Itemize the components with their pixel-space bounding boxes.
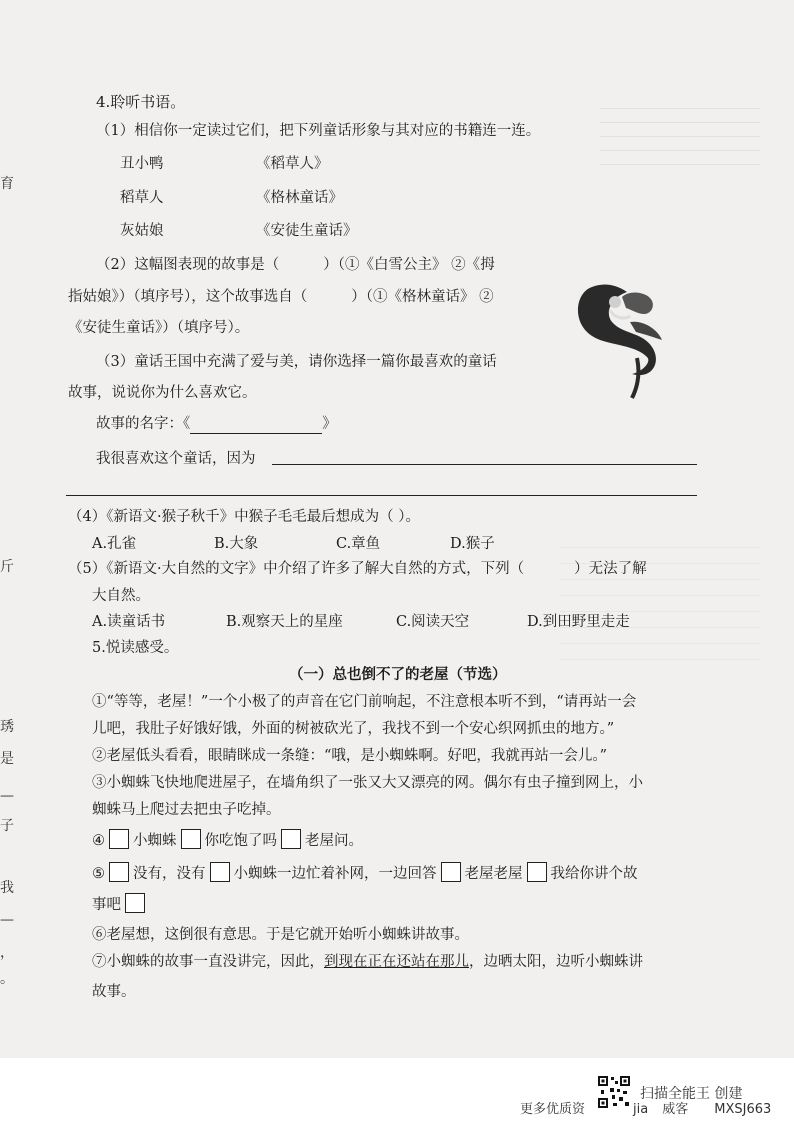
character-item[interactable]: 灰姑娘 [120, 223, 164, 239]
story-name-close: 》 [322, 416, 337, 432]
footer-fragment: 威客 [662, 1102, 689, 1117]
edge-char: 琇 [0, 719, 14, 735]
story-name-row [96, 414, 337, 434]
option-a[interactable]: A.读童话书 [92, 614, 166, 630]
paragraph-number: ④ [92, 833, 105, 849]
text-fragment: （5）《新语文·大自然的文字》中介绍了许多了解大自然的方式，下列（ [68, 561, 525, 577]
punctuation-box[interactable] [527, 862, 547, 882]
question-5-title: 5.悦读感受。 [92, 640, 179, 656]
scanner-brand: 扫描全能王 创建 [640, 1086, 743, 1102]
passage-title: （一）总也倒不了的老屋（节选） [289, 666, 507, 683]
reason-row [96, 449, 256, 469]
edge-char: 育 [0, 176, 14, 192]
edge-char: — [0, 912, 14, 928]
footer-fragment: jia [633, 1102, 649, 1117]
reason-label: 我很喜欢这个童话，因为 [96, 451, 256, 467]
option-b[interactable]: B.观察天上的星座 [226, 614, 343, 630]
book-item[interactable]: 《安徒生童话》 [256, 223, 358, 239]
q4-part2-line3: 《安徒生童话》）（填序号）。 [68, 320, 250, 336]
q4-part2-line1 [96, 255, 495, 275]
text-fragment: ）（①《格林童话》 ② [351, 289, 494, 305]
reason-input-line-2[interactable] [66, 494, 697, 496]
edge-char: — [0, 788, 14, 804]
text-fragment: 事吧 [92, 897, 121, 913]
paragraph-1-line1: ①“等等，老屋！”一个小极了的声音在它门前响起，不注意根本听不到，“请再站一会 [92, 694, 637, 710]
paragraph-2: ②老屋低头看看，眼睛眯成一条缝：“哦，是小蜘蛛啊。好吧，我就再站一会儿。” [92, 748, 608, 764]
edge-char: 斤 [0, 559, 14, 575]
text-fragment: 你吃饱了吗 [204, 833, 277, 849]
text-fragment: ）无法了解 [574, 561, 647, 577]
text-fragment: 老屋老屋 [464, 866, 523, 882]
text-fragment: 老屋问。 [305, 833, 363, 849]
paragraph-number: ⑤ [92, 866, 105, 882]
option-a[interactable]: A.孔雀 [92, 536, 137, 552]
text-fragment: 小蜘蛛一边忙着补网，一边回答 [233, 866, 437, 882]
punctuation-box[interactable] [109, 829, 129, 849]
edge-char: 是 [0, 751, 14, 767]
q4-part3-line2: 故事，说说你为什么喜欢它。 [68, 385, 257, 401]
option-d[interactable]: D.到田野里走走 [527, 614, 630, 630]
q4-part3-line1: （3）童话王国中充满了爱与美，请你选择一篇你最喜欢的童话 [96, 354, 497, 370]
paragraph-6: ⑥老屋想，这倒很有意思。于是它就开始听小蜘蛛讲故事。 [92, 927, 469, 943]
punctuation-box[interactable] [281, 829, 301, 849]
footer-fragment: MXSJ663 [714, 1102, 772, 1117]
paragraph-4 [92, 829, 363, 851]
paragraph-3-line2: 蜘蛛马上爬过去把虫子吃掉。 [92, 802, 281, 818]
edge-char: ， [0, 945, 14, 961]
show-through-noise [600, 95, 760, 165]
text-fragment: ⑦小蜘蛛的故事一直没讲完，因此， [92, 954, 324, 970]
paragraph-5-line2 [92, 893, 149, 915]
option-d[interactable]: D.猴子 [450, 536, 495, 552]
punctuation-box[interactable] [181, 829, 201, 849]
q4-part5-line2: 大自然。 [92, 588, 150, 604]
q4-part2-line2 [68, 287, 494, 307]
text-fragment: 我给你讲个故 [550, 866, 638, 882]
text-fragment: ，边晒太阳，边听小蜘蛛讲 [469, 954, 643, 970]
character-item[interactable]: 稻草人 [120, 190, 164, 206]
option-b[interactable]: B.大象 [214, 536, 259, 552]
punctuation-box[interactable] [441, 862, 461, 882]
reason-input-line-1[interactable] [272, 463, 697, 465]
book-item[interactable]: 《稻草人》 [256, 156, 329, 172]
paragraph-7-line1 [92, 952, 643, 972]
underlined-phrase: 到现在正在还站在那儿 [324, 954, 469, 970]
text-fragment: 小蜘蛛 [133, 833, 177, 849]
paragraph-5-line1 [92, 862, 638, 884]
punctuation-box[interactable] [125, 893, 145, 913]
text-fragment: 没有，没有 [133, 866, 206, 882]
character-item[interactable]: 丑小鸭 [120, 156, 164, 172]
paragraph-3-line1: ③小蜘蛛飞快地爬进屋子，在墙角织了一张又大又漂亮的网。偶尔有虫子撞到网上，小 [92, 775, 643, 791]
footer-text [520, 1098, 771, 1117]
option-c[interactable]: C.章鱼 [336, 536, 381, 552]
punctuation-box[interactable] [210, 862, 230, 882]
text-fragment: 指姑娘》）（填序号），这个故事选自（ [68, 289, 308, 305]
thumbelina-illustration [552, 262, 682, 402]
paragraph-7-line2: 故事。 [92, 984, 136, 1000]
question-4-title: 4.聆听书语。 [96, 93, 186, 111]
story-name-label: 故事的名字：《 [96, 416, 191, 432]
punctuation-box[interactable] [109, 862, 129, 882]
text-fragment: ）（①《白雪公主》 ②《拇 [323, 257, 495, 273]
book-item[interactable]: 《格林童话》 [256, 190, 343, 206]
edge-char: 我 [0, 880, 14, 896]
story-name-input[interactable] [190, 417, 322, 434]
text-fragment: （2）这幅图表现的故事是（ [96, 257, 280, 273]
edge-char: 子 [0, 818, 14, 834]
footer-fragment: 更多优质资 [520, 1102, 586, 1117]
paragraph-1-line2: 儿吧，我肚子好饿好饿，外面的树被砍光了，我找不到一个安心织网抓虫的地方。” [92, 721, 615, 737]
q4-part1-prompt: （1）相信你一定读过它们，把下列童话形象与其对应的书籍连一连。 [96, 123, 541, 139]
q4-part4: （4）《新语文·猴子秋千》中猴子毛毛最后想成为（ ）。 [68, 509, 420, 525]
edge-char: 。 [0, 971, 14, 987]
option-c[interactable]: C.阅读天空 [396, 614, 470, 630]
q4-part5-line1 [68, 559, 647, 579]
show-through-noise [560, 540, 760, 660]
